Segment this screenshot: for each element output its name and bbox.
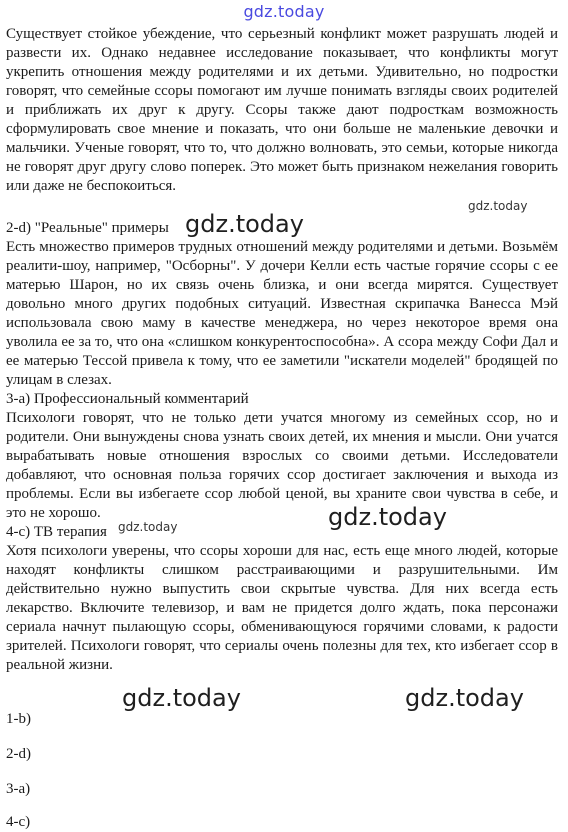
section-heading-4: 4-c) ТВ терапия [6,524,107,540]
answer-2: 2-d) [6,746,31,762]
watermark-top: gdz.today [243,2,325,21]
watermark: gdz.today [468,199,528,213]
watermark: gdz.today [328,503,447,531]
answer-3: 3-a) [6,781,31,797]
watermark: gdz.today [185,210,304,238]
section-heading-3: 3-a) Профессиональный комментарий [6,391,249,407]
paragraph-1: Существует стойкое убеждение, что серьезный конфликт может разрушать людей и развести их. Однако недавнее исследование показывает, что конфликты могут укрепить отношения между родителями и их детьми. Удивительно, но подростки говорят, что семейные ссоры помогают им лучше понимать взгляды своих родителей и приближать их друг к другу. Ссоры также дают подросткам возможность сформулировать свое мнение и показать, что они больше не маленькие девочки и мальчики. Ученые говорят, что то, что должно волновать, это семьи, которые никогда не говорят друг другу слово поперек. Это может быть признаком нежелания говорить или даже не беспокоиться. [6,26,558,194]
paragraph-4: Хотя психологи уверены, что ссоры хороши для нас, есть еще много людей, которые находят конфликты слишком расстраивающими и разрушительными. Им действительно нужно выпустить свои скрытые чувства. Для них всегда есть лекарство. Включите телевизор, и вам не придется долго ждать, пока персонажи сериала начнут пылающую ссоры, обменивающуюся горячими словами, к радости зрителей. Психологи говорят, что сериалы очень полезны для тех, кто избегает ссор в реальной жизни. [6,543,558,673]
watermark: gdz.today [405,684,524,712]
watermark: gdz.today [122,684,241,712]
answer-4: 4-c) [6,814,31,830]
section-heading-2: 2-d) "Реальные" примеры [6,220,169,236]
paragraph-3: Психологи говорят, что не только дети учатся многому из семейных ссор, но и родители. Они вынуждены снова узнать своих детей, их мнения и мысли. Они учатся вырабатывать новые отношения взрослых со своими детьми. Исследователи добавляют, что основная польза горячих ссор достигает заключения и выхода из проблемы. Если вы избегаете ссор любой ценой, вы храните свои чувства в себе, и это не хорошо. [6,410,558,521]
answer-1: 1-b) [6,711,31,727]
watermark: gdz.today [118,520,178,534]
paragraph-2: Есть множество примеров трудных отношений между родителями и детьми. Возьмём реалити-шоу, например, "Осборны". У дочери Келли есть частые горячие ссоры с ее матерью Шарон, но их связь очень близка, и они всегда мирятся. Существует довольно много других подобных ситуаций. Известная скрипачка Ванесса Мэй использовала свою маму в качестве менеджера, но через некоторое время она уволила ее за то, что она «слишком конкурентоспособна». А ссора между Софи Дал и ее матерью Тессой привела к тому, что ее заметили "искатели моделей" бродящей по улицам в слезах. [6,239,558,388]
